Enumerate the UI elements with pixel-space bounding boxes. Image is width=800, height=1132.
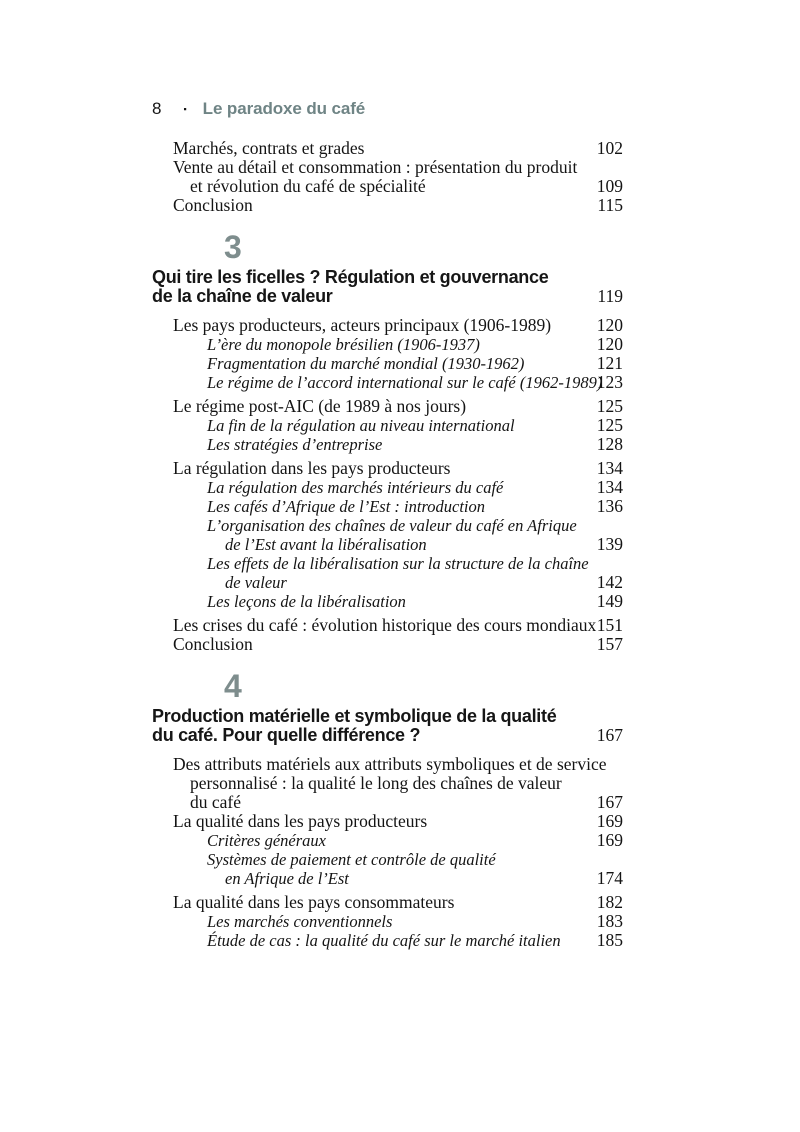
entry-lines	[152, 316, 623, 335]
entry-page-number: 125	[596, 415, 623, 435]
entry-lines	[152, 616, 623, 635]
entry-line: du café	[190, 792, 242, 812]
square-bullet-icon: ▪	[183, 104, 187, 114]
entry-line: Étude de cas : la qualité du café sur le marché italien	[207, 931, 561, 950]
toc-entry	[152, 831, 623, 850]
entry-lines	[152, 354, 623, 373]
toc-entry	[152, 755, 623, 812]
chapter-title	[152, 268, 623, 306]
toc-entry	[152, 158, 623, 196]
entry-page-number: 139	[596, 534, 623, 554]
entry-lines	[152, 912, 623, 931]
entry-line: Systèmes de paiement et contrôle de qualité	[207, 850, 496, 869]
entry-page-number: 120	[596, 334, 623, 354]
chapter-page-number: 119	[597, 286, 623, 306]
entry-line: Fragmentation du marché mondial (1930-1962)	[207, 354, 525, 373]
entry-line: Marchés, contrats et grades	[173, 138, 365, 158]
entry-line: La qualité dans les pays producteurs	[173, 811, 428, 831]
toc-entry	[152, 516, 623, 554]
toc-entry	[152, 850, 623, 888]
entry-page-number: 128	[596, 434, 623, 454]
toc-entry	[152, 893, 623, 912]
entry-line: Les crises du café : évolution historique des cours mondiaux	[173, 615, 597, 635]
entry-line: Les pays producteurs, acteurs principaux (1906-1989)	[173, 315, 552, 335]
entry-lines	[152, 497, 623, 516]
toc-entry	[152, 397, 623, 416]
entry-page-number: 169	[596, 830, 623, 850]
entry-line: La qualité dans les pays consommateurs	[173, 892, 455, 912]
entry-lines	[152, 373, 623, 392]
chapter-heading	[152, 230, 623, 306]
entry-lines	[152, 516, 623, 554]
entry-page-number: 149	[596, 591, 623, 611]
entry-page-number: 157	[596, 634, 623, 654]
toc-entry	[152, 435, 623, 454]
chapter-title-line: Qui tire les ficelles ? Régulation et gouvernance	[152, 267, 549, 287]
entry-line: et révolution du café de spécialité	[190, 176, 426, 196]
entry-line: Conclusion	[173, 634, 253, 654]
toc-entry	[152, 459, 623, 478]
entry-page-number: 102	[596, 138, 623, 158]
chapter-title	[152, 707, 623, 745]
entry-lines	[152, 459, 623, 478]
entry-lines	[152, 850, 623, 888]
toc-entry	[152, 354, 623, 373]
entry-page-number: 120	[596, 315, 623, 335]
entry-page-number: 136	[596, 496, 623, 516]
running-head-book-title: Le paradoxe du café	[202, 99, 366, 118]
entry-line: La régulation des marchés intérieurs du café	[207, 478, 504, 497]
chapter-title-lines	[152, 707, 623, 745]
toc-entry	[152, 196, 623, 215]
toc-entry	[152, 316, 623, 335]
entry-page-number: 182	[596, 892, 623, 912]
entry-line: en Afrique de l’Est	[225, 869, 349, 888]
entry-lines	[152, 196, 623, 215]
chapter-page-number: 167	[596, 725, 623, 745]
chapter-heading	[152, 669, 623, 745]
entry-lines	[152, 755, 623, 812]
entry-line: Des attributs matériels aux attributs symboliques et de service	[173, 754, 607, 774]
entry-line: de l’Est avant la libéralisation	[225, 535, 427, 554]
entry-page-number: 142	[596, 572, 623, 592]
entry-line: Les cafés d’Afrique de l’Est : introduction	[207, 497, 486, 516]
entry-line: Le régime de l’accord international sur le café (1962-1989)	[207, 373, 603, 392]
entry-lines	[152, 139, 623, 158]
toc-entry	[152, 635, 623, 654]
entry-line: Les effets de la libéralisation sur la structure de la chaîne	[207, 554, 589, 573]
entry-page-number: 167	[596, 792, 623, 812]
entry-page-number: 123	[596, 372, 623, 392]
toc-entry	[152, 616, 623, 635]
entry-page-number: 174	[596, 868, 623, 888]
entry-line: Les stratégies d’entreprise	[207, 435, 383, 454]
entry-page-number: 151	[596, 615, 623, 635]
entry-page-number: 185	[596, 930, 623, 950]
entry-line: Vente au détail et consommation : présentation du produit	[173, 157, 578, 177]
entry-lines	[152, 635, 623, 654]
entry-page-number: 109	[596, 176, 623, 196]
entry-lines	[152, 478, 623, 497]
entry-page-number: 134	[596, 458, 623, 478]
entry-lines	[152, 416, 623, 435]
entry-line: Les marchés conventionnels	[207, 912, 393, 931]
entry-lines	[152, 397, 623, 416]
chapter-number: 4	[224, 668, 242, 704]
chapter-number: 3	[224, 229, 242, 265]
entry-lines	[152, 592, 623, 611]
toc-entry	[152, 812, 623, 831]
toc-entry	[152, 497, 623, 516]
toc-entry	[152, 554, 623, 592]
entry-page-number: 134	[596, 477, 623, 497]
toc-entry	[152, 139, 623, 158]
folio-page-number: 8	[152, 99, 162, 118]
chapter-title-line: du café. Pour quelle différence ?	[152, 725, 421, 745]
running-head	[152, 99, 365, 119]
chapter-title-line: Production matérielle et symbolique de la qualité	[152, 706, 557, 726]
entry-lines	[152, 812, 623, 831]
entry-lines	[152, 831, 623, 850]
toc-entry	[152, 931, 623, 950]
toc-entry	[152, 912, 623, 931]
entry-line: La fin de la régulation au niveau international	[207, 416, 515, 435]
entry-line: personnalisé : la qualité le long des chaînes de valeur	[190, 773, 562, 793]
entry-line: de valeur	[225, 573, 287, 592]
entry-line: L’ère du monopole brésilien (1906-1937)	[207, 335, 480, 354]
entry-line: L’organisation des chaînes de valeur du café en Afrique	[207, 516, 577, 535]
entry-page-number: 169	[596, 811, 623, 831]
entry-lines	[152, 158, 623, 196]
entry-page-number: 183	[596, 911, 623, 931]
entry-line: La régulation dans les pays producteurs	[173, 458, 451, 478]
chapter-title-line: de la chaîne de valeur	[152, 286, 333, 306]
entry-line: Conclusion	[173, 195, 253, 215]
entry-line: Les leçons de la libéralisation	[207, 592, 406, 611]
entry-page-number: 115	[597, 195, 623, 215]
entry-page-number: 121	[596, 353, 623, 373]
entry-lines	[152, 554, 623, 592]
entry-page-number: 125	[596, 396, 623, 416]
entry-lines	[152, 893, 623, 912]
entry-lines	[152, 435, 623, 454]
toc-entry	[152, 416, 623, 435]
toc-entry	[152, 335, 623, 354]
entry-line: Critères généraux	[207, 831, 326, 850]
entry-line: Le régime post-AIC (de 1989 à nos jours)	[173, 396, 467, 416]
toc-entry	[152, 373, 623, 392]
toc-entry	[152, 478, 623, 497]
entry-lines	[152, 931, 623, 950]
table-of-contents	[152, 139, 623, 950]
chapter-title-lines	[152, 268, 623, 306]
entry-lines	[152, 335, 623, 354]
toc-entry	[152, 592, 623, 611]
